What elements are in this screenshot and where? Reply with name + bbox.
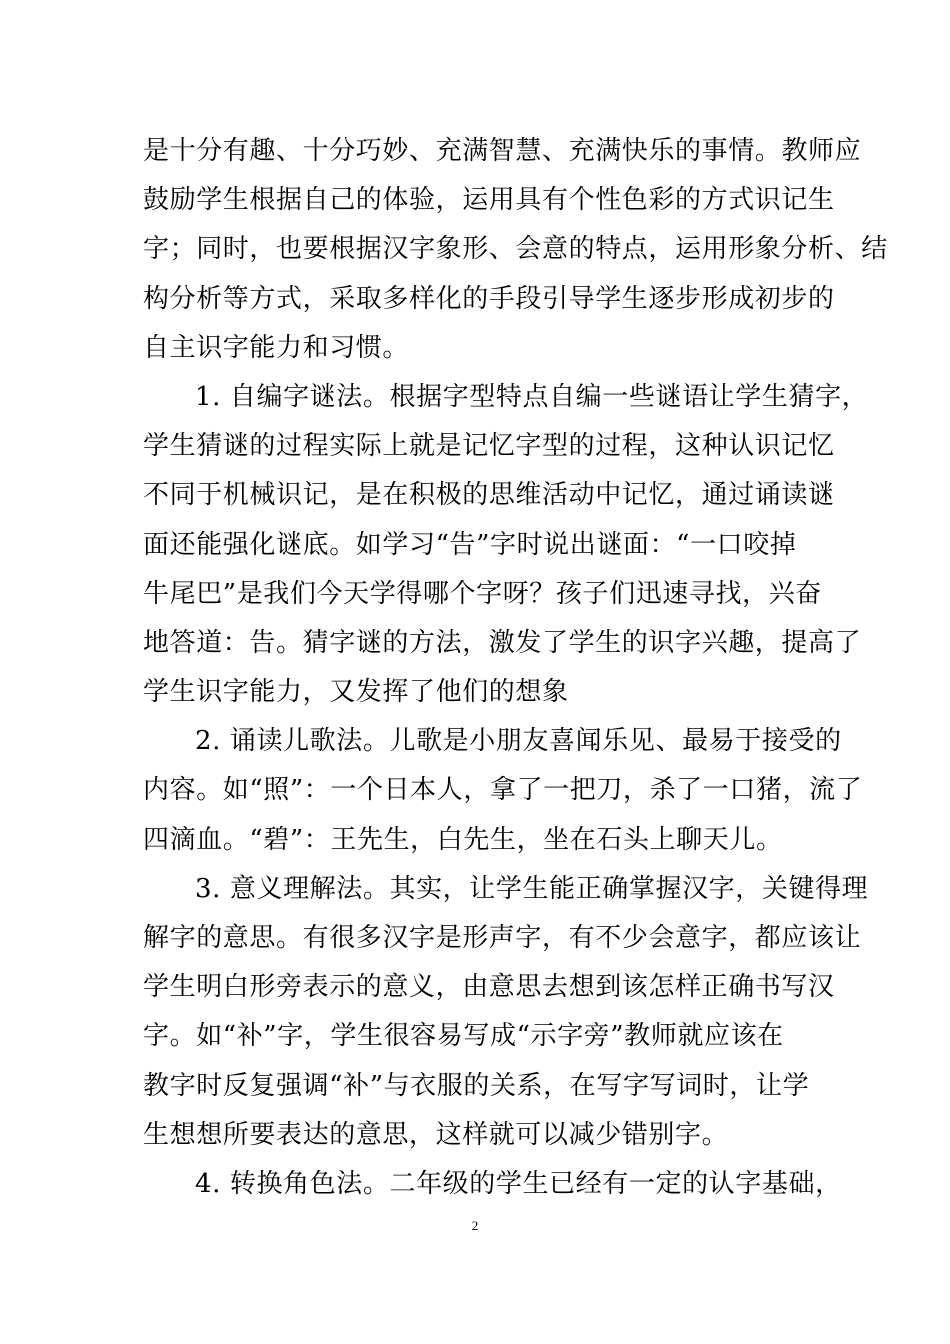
text-line: 学生识字能力，又发挥了他们的想象 <box>143 677 569 708</box>
text-line: 构分析等方式，采取多样化的手段引导学生逐步形成初步的 <box>143 283 835 314</box>
body-text <box>143 127 888 1209</box>
text-line: 牛尾巴”是我们今天学得哪个字呀？孩子们迅速寻找，兴奋 <box>143 578 822 609</box>
text-line: 字；同时，也要根据汉字象形、会意的特点，运用形象分析、结 <box>143 234 888 265</box>
text-line: 学生明白形旁表示的意义，由意思去想到该怎样正确书写汉 <box>143 972 835 1003</box>
text-line: 四滴血。“碧”：王先生，白先生，坐在石头上聊天儿。 <box>143 824 783 855</box>
text-line: 字。如“补”字，学生很容易写成“示字旁”教师就应该在 <box>143 1021 784 1052</box>
text-line: 自主识字能力和习惯。 <box>143 332 410 363</box>
paragraph-first-line: 1. 自编字谜法。根据字型特点自编一些谜语让学生猜字， <box>195 381 869 412</box>
text-line: 学生猜谜的过程实际上就是记忆字型的过程，这种认识记忆 <box>143 431 835 462</box>
paragraph-first-line: 4. 转换角色法。二年级的学生已经有一定的认字基础， <box>195 1168 842 1199</box>
text-line: 鼓励学生根据自己的体验，运用具有个性色彩的方式识记生 <box>143 185 835 216</box>
paragraph-first-line: 3. 意义理解法。其实，让学生能正确掌握汉字，关键得理 <box>195 873 869 904</box>
text-line: 生想想所要表达的意思，这样就可以减少错别字。 <box>143 1119 729 1150</box>
text-line: 教字时反复强调“补”与衣服的关系，在写字写词时，让学 <box>143 1070 810 1101</box>
text-line: 面还能强化谜底。如学习“告”字时说出谜面：“一口咬掉 <box>143 529 797 560</box>
text-line: 地答道：告。猜字谜的方法，激发了学生的识字兴趣，提高了 <box>143 627 862 658</box>
text-line: 是十分有趣、十分巧妙、充满智慧、充满快乐的事情。教师应 <box>143 136 862 166</box>
text-line: 解字的意思。有很多汉字是形声字，有不少会意字，都应该让 <box>143 923 862 953</box>
text-line: 不同于机械识记，是在积极的思维活动中记忆，通过诵读谜 <box>143 480 835 511</box>
paragraph-first-line: 2. 诵读儿歌法。儿歌是小朋友喜闻乐见、最易于接受的 <box>195 726 842 757</box>
page-number: 2 <box>471 1218 479 1233</box>
text-line: 内容。如“照”：一个日本人，拿了一把刀，杀了一口猪，流了 <box>143 775 863 806</box>
